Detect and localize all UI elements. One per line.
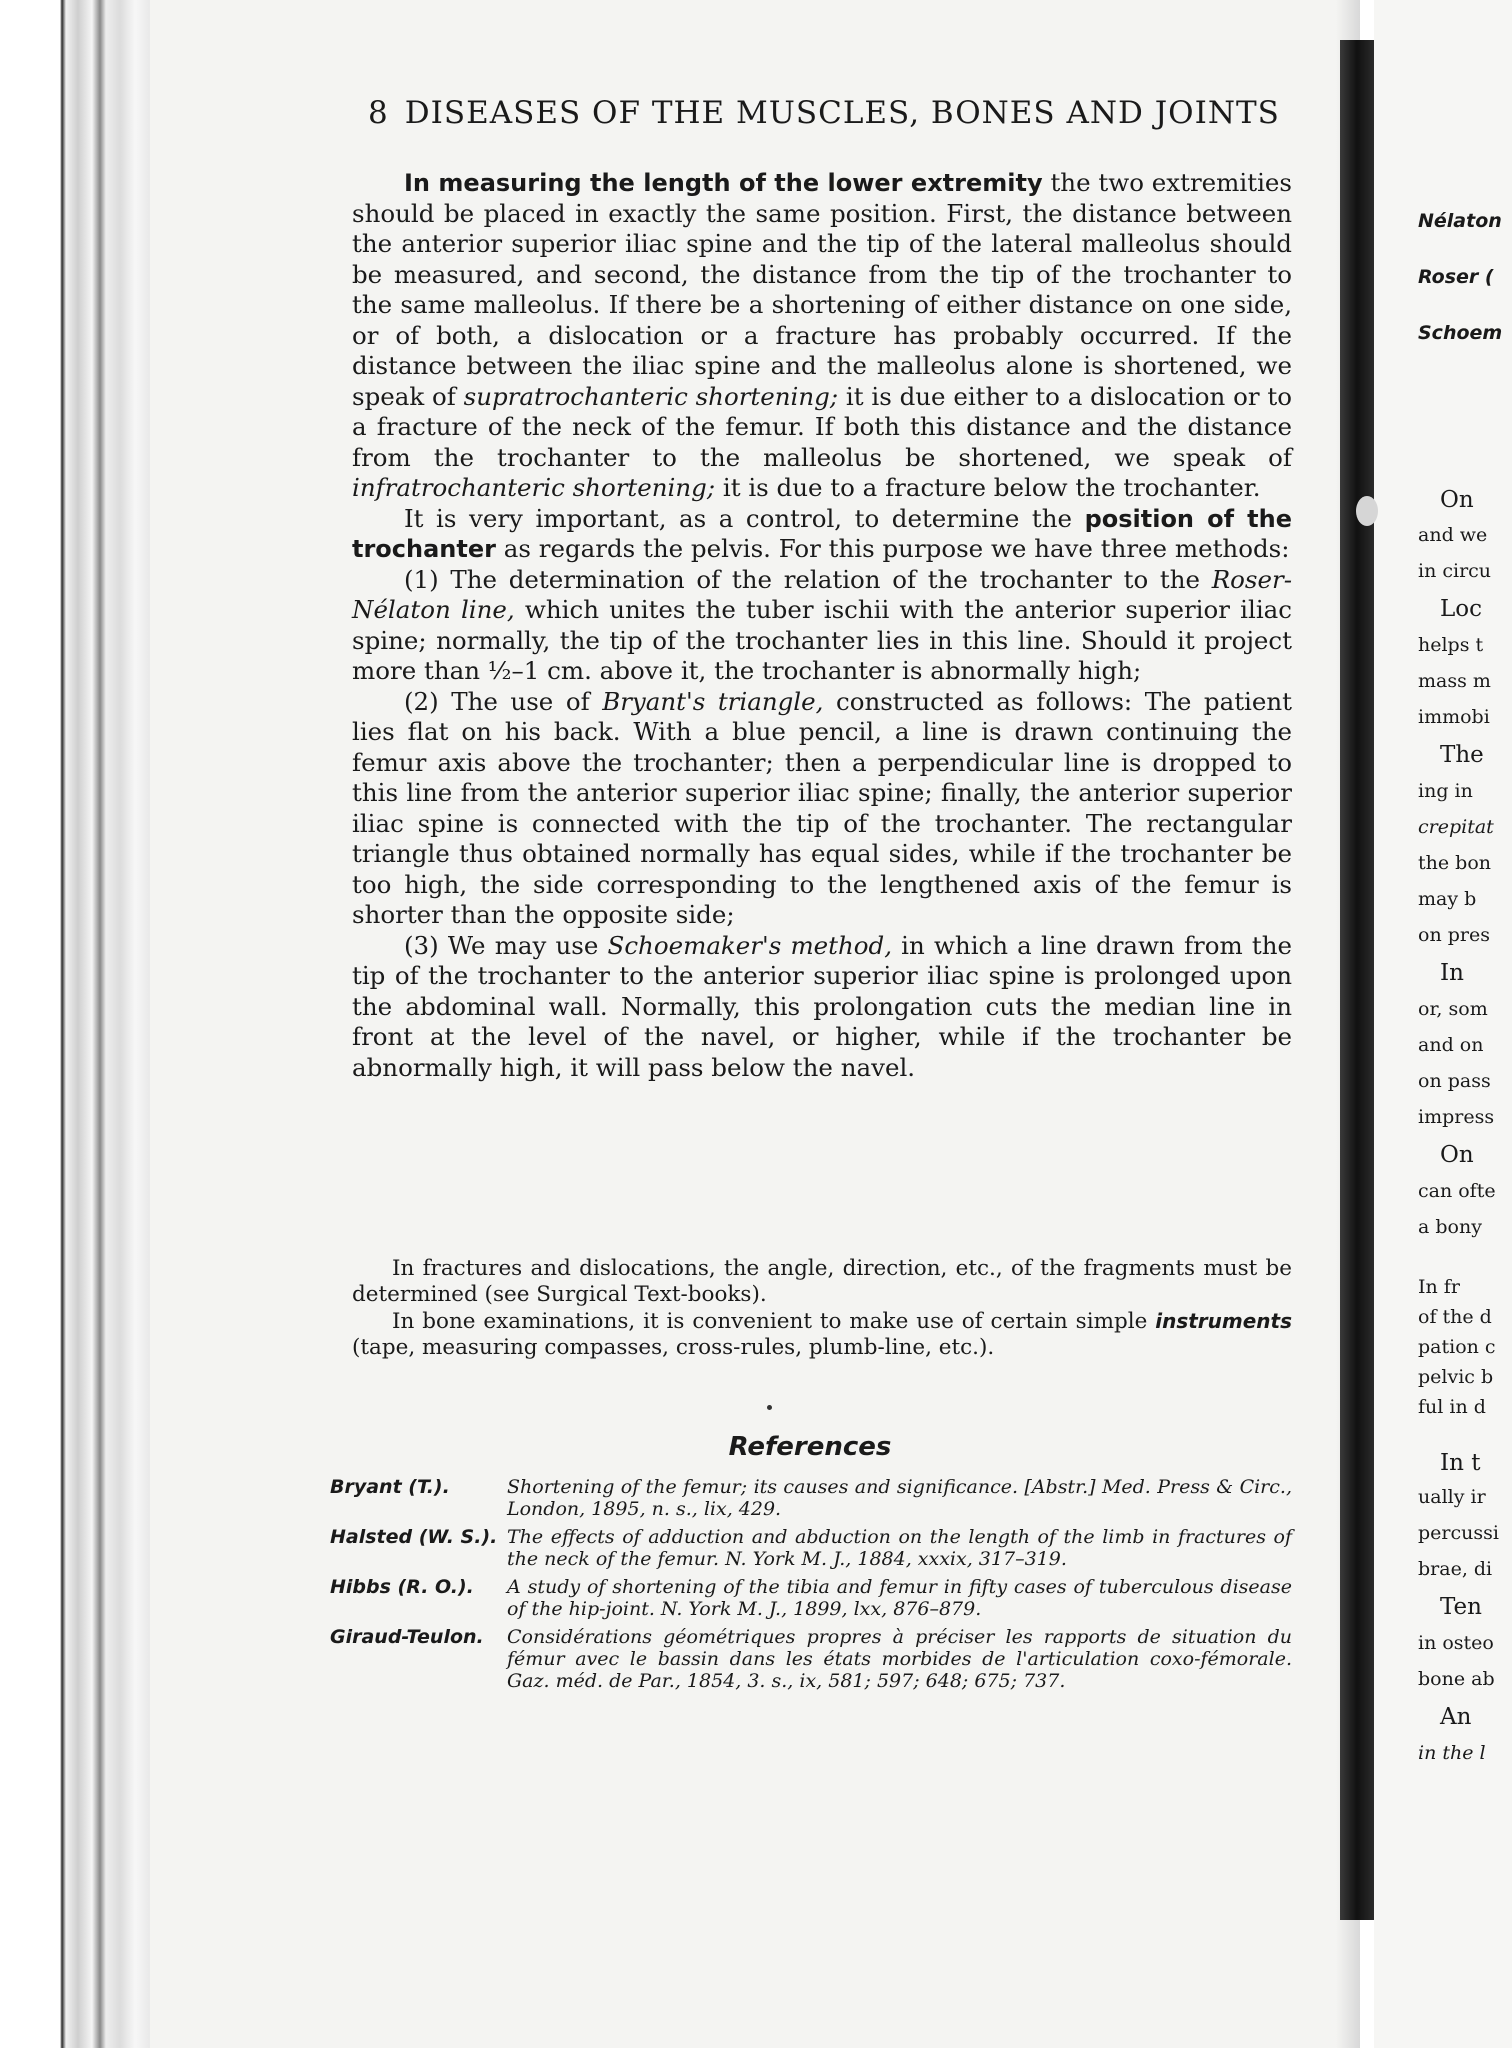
references-list [330, 1476, 1292, 1698]
text-run: constructed as follows: The patient lies flat on his back. With a blue pencil, a line is drawn continuing the femur axis above the trochanter; then a perpendicular line is dropped to this line from the anterior superior iliac spine; finally, the anterior superior iliac spine is connected with the tip of the trochanter. The rectangular triangle thus obtained normally has equal sides, while if the trochanter be too high, the side corresponding to the lengthened axis of the femur is shorter than the opposite side; [352, 686, 1292, 929]
italic-term: infratrochanteric shortening; [352, 473, 716, 502]
facing-page-line: pation c [1418, 1336, 1496, 1358]
page-gutter-shadow [1340, 40, 1374, 1920]
paragraph [352, 504, 1292, 565]
facing-page-line: On [1440, 487, 1474, 513]
facing-page-line: Roser ( [1418, 266, 1494, 288]
text-run: (tape, measuring compasses, cross-rules, plumb-line, etc.). [352, 1335, 995, 1360]
main-body-text [352, 168, 1292, 1083]
facing-page-line: and on [1418, 1034, 1484, 1056]
facing-page-line: In fr [1418, 1276, 1460, 1298]
text-run: (2) The use of [404, 686, 603, 716]
facing-page-line: or, som [1418, 998, 1488, 1020]
italic-term: Bryant's triangle, [602, 686, 824, 716]
facing-page-line: in osteo [1418, 1632, 1494, 1654]
facing-page-line: may b [1418, 888, 1477, 910]
small-print-notes [352, 1256, 1292, 1361]
facing-page-line: crepitat [1418, 816, 1494, 838]
reference-citation: Shortening of the femur; its causes and significance. [Abstr.] Med. Press & Circ., London, 1895, n. s., lix, 429. [507, 1476, 1292, 1520]
facing-page-line: mass m [1418, 670, 1491, 692]
italic-term: Schoemaker's method, [607, 930, 893, 960]
paragraph [352, 168, 1292, 504]
page-mark [1356, 496, 1378, 526]
reference-author: Giraud-Teulon. [330, 1626, 484, 1648]
facing-page-line: immobi [1418, 706, 1490, 728]
facing-page [1374, 0, 1512, 2048]
facing-page-line: ually ir [1418, 1486, 1486, 1508]
paragraph [352, 565, 1292, 687]
facing-page-line: ing in [1418, 780, 1473, 802]
facing-page-line: ful in d [1418, 1396, 1486, 1418]
text-run: in which a line drawn from the tip of the trochanter to the anterior superior iliac spine is prolonged upon the abdominal wall. Normally, this prolongation cuts the median line in front at the level of the navel, or higher, while if the trochanter be abnormally high, it will pass below the navel. [352, 930, 1292, 1082]
reference-citation: The effects of adduction and abduction on the length of the limb in fractures of the neck of the femur. N. York M. J., 1884, xxxix, 317–319. [507, 1526, 1292, 1570]
facing-page-line: on pres [1418, 924, 1490, 946]
bold-term: position of the trochanter [352, 504, 1292, 563]
text-run: It is very important, as a control, to determine the [404, 503, 1085, 533]
printer-mark [767, 1405, 772, 1410]
running-title: DISEASES OF THE MUSCLES, BONES AND JOINTS [404, 95, 1280, 131]
facing-page-line: In t [1440, 1450, 1481, 1476]
reference-entry [330, 1626, 1292, 1692]
reference-author: Halsted (W. S.). [330, 1526, 498, 1548]
italic-term: supratrochanteric shortening; [463, 381, 839, 411]
facing-page-line: can ofte [1418, 1180, 1496, 1202]
facing-page-line: percussi [1418, 1522, 1499, 1544]
book-binding-edge [0, 0, 150, 2048]
running-header [368, 95, 1288, 131]
facing-page-line: impress [1418, 1106, 1495, 1128]
text-run: (3) We may use [404, 930, 608, 960]
page-number: 8 [368, 95, 389, 131]
facing-page-line: of the d [1418, 1306, 1492, 1328]
facing-page-line: An [1440, 1704, 1472, 1730]
facing-page-line: and we [1418, 524, 1488, 546]
text-run: In bone examinations, it is convenient to make use of certain simple [392, 1309, 1156, 1334]
text-run: which unites the tuber ischii with the anterior superior iliac spine; normally, the tip of the trochanter lies in this line. Should it project more than ½–1 cm. above it, the trochanter is abnormally high; [352, 595, 1293, 685]
paragraph [352, 931, 1292, 1084]
facing-page-line: Ten [1440, 1594, 1482, 1620]
reference-author: Bryant (T.). [330, 1476, 450, 1498]
reference-entry [330, 1526, 1292, 1570]
reference-author: Hibbs (R. O.). [330, 1576, 474, 1598]
facing-page-line: bone ab [1418, 1668, 1495, 1690]
facing-page-line: a bony [1418, 1216, 1482, 1238]
facing-page-line: Loc [1440, 596, 1483, 622]
reference-entry [330, 1576, 1292, 1620]
text-run: as regards the pelvis. For this purpose we have three methods: [495, 534, 1290, 563]
text-run: it is due either to a dislocation or to a fracture of the neck of the femur. If both this distance and the distance from the trochanter to the malleolus be shortened, we speak of [352, 381, 1292, 472]
text-run: (1) The determination of the relation of the trochanter to the [404, 564, 1212, 594]
reference-citation: Considérations géométriques propres à préciser les rapports de situation du fémur avec le bassin dans les états morbides de l'articulation coxo-fémorale. Gaz. méd. de Par., 1854, 3. s., ix, 581; 597; 648; 675; 737. [507, 1626, 1292, 1692]
facing-page-line: In [1440, 960, 1464, 986]
facing-page-line: The [1440, 742, 1484, 768]
note-paragraph: In fractures and dislocations, the angle, direction, etc., of the fragments must be determined (see Surgical Text-books). [352, 1256, 1292, 1307]
note-paragraph [352, 1308, 1292, 1361]
reference-entry [330, 1476, 1292, 1520]
facing-page-line: On [1440, 1142, 1474, 1168]
facing-page-line: Nélaton [1418, 210, 1502, 232]
reference-citation: A study of shortening of the tibia and femur in fifty cases of tuberculous disease of the hip-joint. N. York M. J., 1899, lxx, 876–879. [507, 1576, 1292, 1620]
bold-term: In measuring the length of the lower extremity [404, 169, 1043, 197]
facing-page-line: helps t [1418, 634, 1484, 656]
facing-page-line: in the l [1418, 1742, 1486, 1764]
paragraph [352, 687, 1292, 931]
italic-term: instruments [1155, 1309, 1292, 1333]
facing-page-line: Schoem [1418, 322, 1503, 344]
facing-page-line: pelvic b [1418, 1366, 1494, 1388]
facing-page-line: on pass [1418, 1070, 1491, 1092]
text-run: the two extremities should be placed in exactly the same position. First, the distance between the anterior superior iliac spine and the tip of the lateral malleolus should be measured, and second, the distance from the tip of the trochanter to the same malleolus. If there be a shortening of either distance on one side, or of both, a dislocation or a fracture has probably occurred. If the distance between the iliac spine and the malleolus alone is shortened, we speak of [352, 168, 1293, 411]
italic-term: Roser-Nélaton line, [352, 564, 1292, 624]
text-run: it is due to a fracture below the trochanter. [715, 473, 1261, 502]
facing-page-line: in circu [1418, 560, 1492, 582]
references-heading: References [728, 1432, 892, 1462]
facing-page-line: the bon [1418, 852, 1491, 874]
facing-page-line: brae, di [1418, 1558, 1493, 1580]
